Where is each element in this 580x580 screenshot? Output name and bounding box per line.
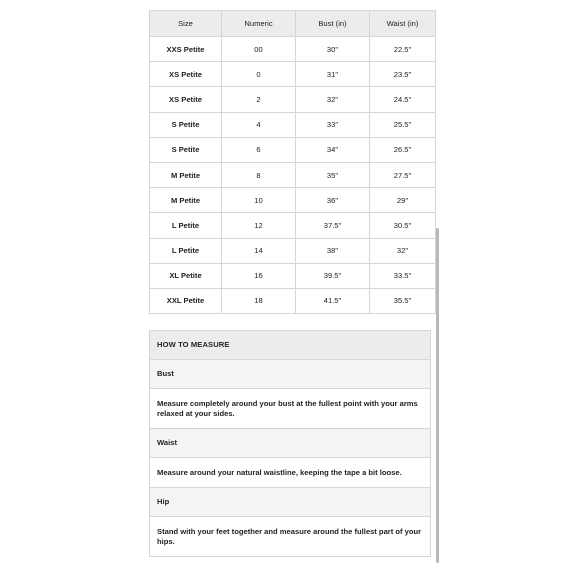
cell-size: L Petite (150, 238, 222, 263)
cell-size: XXL Petite (150, 288, 222, 313)
cell-numeric: 8 (222, 162, 296, 187)
table-row (150, 137, 436, 162)
cell-size: L Petite (150, 213, 222, 238)
cell-waist: 26.5" (370, 137, 436, 162)
cell-numeric: 18 (222, 288, 296, 313)
table-row (150, 112, 436, 137)
cell-numeric: 10 (222, 188, 296, 213)
cell-waist: 27.5" (370, 162, 436, 187)
how-to-measure-section (149, 330, 431, 557)
size-chart-header-row (150, 11, 436, 37)
table-row (150, 87, 436, 112)
cell-numeric: 0 (222, 62, 296, 87)
table-row (150, 288, 436, 313)
column-header-waist: Waist (in) (370, 11, 436, 37)
table-row (150, 188, 436, 213)
cell-waist: 30.5" (370, 213, 436, 238)
cell-bust: 39.5" (296, 263, 370, 288)
cell-numeric: 00 (222, 37, 296, 62)
size-chart-table (149, 10, 436, 314)
cell-waist: 24.5" (370, 87, 436, 112)
cell-bust: 35" (296, 162, 370, 187)
measure-description-waist: Measure around your natural waistline, keeping the tape a bit loose. (149, 458, 431, 488)
cell-waist: 35.5" (370, 288, 436, 313)
cell-waist: 33.5" (370, 263, 436, 288)
column-header-size: Size (150, 11, 222, 37)
cell-size: XS Petite (150, 62, 222, 87)
measure-label-hip: Hip (149, 488, 431, 517)
cell-bust: 34" (296, 137, 370, 162)
table-row (150, 37, 436, 62)
cell-size: XL Petite (150, 263, 222, 288)
cell-numeric: 4 (222, 112, 296, 137)
cell-waist: 29" (370, 188, 436, 213)
table-row (150, 213, 436, 238)
measure-label-waist: Waist (149, 429, 431, 458)
cell-size: XS Petite (150, 87, 222, 112)
cell-waist: 23.5" (370, 62, 436, 87)
scrollbar-thumb[interactable] (436, 228, 439, 563)
cell-numeric: 2 (222, 87, 296, 112)
cell-numeric: 12 (222, 213, 296, 238)
cell-bust: 31" (296, 62, 370, 87)
cell-numeric: 14 (222, 238, 296, 263)
cell-bust: 41.5" (296, 288, 370, 313)
cell-size: S Petite (150, 137, 222, 162)
column-header-numeric: Numeric (222, 11, 296, 37)
table-row (150, 263, 436, 288)
cell-numeric: 16 (222, 263, 296, 288)
cell-bust: 30" (296, 37, 370, 62)
cell-bust: 32" (296, 87, 370, 112)
cell-size: S Petite (150, 112, 222, 137)
cell-numeric: 6 (222, 137, 296, 162)
measure-label-bust: Bust (149, 360, 431, 389)
how-to-measure-title: HOW TO MEASURE (149, 330, 431, 360)
cell-bust: 37.5" (296, 213, 370, 238)
cell-waist: 25.5" (370, 112, 436, 137)
measure-description-hip: Stand with your feet together and measure around the fullest part of your hips. (149, 517, 431, 557)
cell-size: M Petite (150, 188, 222, 213)
cell-waist: 32" (370, 238, 436, 263)
cell-size: M Petite (150, 162, 222, 187)
table-row (150, 162, 436, 187)
column-header-bust: Bust (in) (296, 11, 370, 37)
measure-description-bust: Measure completely around your bust at the fullest point with your arms relaxed at your sides. (149, 389, 431, 429)
cell-size: XXS Petite (150, 37, 222, 62)
cell-bust: 36" (296, 188, 370, 213)
table-row (150, 238, 436, 263)
table-row (150, 62, 436, 87)
cell-bust: 38" (296, 238, 370, 263)
cell-waist: 22.5" (370, 37, 436, 62)
cell-bust: 33" (296, 112, 370, 137)
